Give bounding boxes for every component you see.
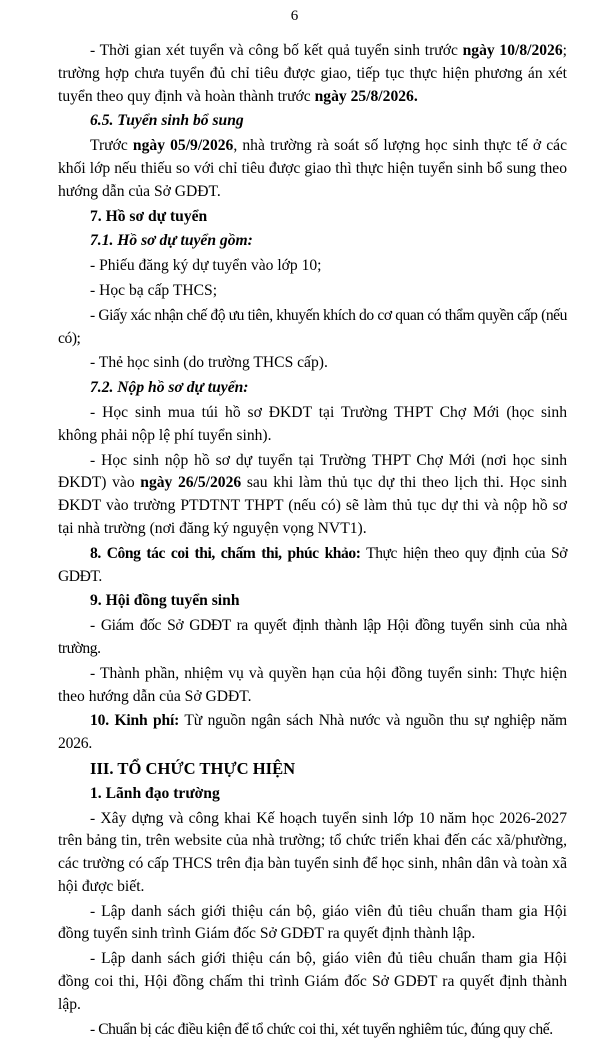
paragraph-section-10 <box>58 710 567 756</box>
paragraph-buy-dossier: - Học sinh mua túi hồ sơ ĐKDT tại Trường THPT Chợ Mới (học sinh không phải nộp lệ phí tuyển sinh). <box>58 403 567 444</box>
heading-III: III. TỔ CHỨC THỰC HIỆN <box>90 758 296 778</box>
paragraph-exam-council-list: - Lập danh sách giới thiệu cán bộ, giáo viên đủ tiêu chuẩn tham gia Hội đồng coi thi, Hội đồng chấm thi trình Giám đốc Sở GDĐT ra quyết định thành lập. <box>58 950 567 1013</box>
list-item: - Thẻ học sinh (do trường THCS cấp). <box>90 354 328 372</box>
text: , nhà trường rà soát số lượng học sinh thực tế ở các khối lớp nếu thiếu so với chỉ tiêu được giao thì thực hiện tuyển sinh bổ sung theo hướng dẫn của Sở GDĐT. <box>58 137 568 200</box>
text: Thực hiện theo quy định của Sở GDĐT. <box>58 544 567 585</box>
list-item: - Học bạ cấp THCS; <box>90 281 218 299</box>
heading-7-1: 7.1. Hồ sơ dự tuyển gồm: <box>90 232 253 250</box>
heading-6-5: 6.5. Tuyển sinh bổ sung <box>90 112 244 130</box>
heading-7: 7. Hồ sơ dự tuyển <box>90 207 208 225</box>
paragraph-admission-council-list: - Lập danh sách giới thiệu cán bộ, giáo viên đủ tiêu chuẩn tham gia Hội đồng tuyển sinh trình Giám đốc Sở GDĐT ra quyết định thành lập. <box>58 902 567 943</box>
paragraph-prepare-conditions: - Chuẩn bị các điều kiện để tổ chức coi thi, xét tuyển nghiêm túc, đúng quy chế. <box>90 1020 553 1038</box>
text: Trước <box>90 137 133 155</box>
paragraph-council-decision: - Giám đốc Sở GDĐT ra quyết định thành lập Hội đồng tuyển sinh của nhà trường. <box>58 617 567 657</box>
paragraph-result-timeline <box>58 40 567 108</box>
date-highlight: ngày 05/9/2026 <box>132 137 234 155</box>
heading-7-2: 7.2. Nộp hồ sơ dự tuyển: <box>90 379 249 397</box>
text: - Học sinh nộp hồ sơ dự tuyển tại Trường THPT Chợ Mới (nơi học sinh ĐKDT) vào <box>58 451 567 492</box>
paragraph-council-duties: - Thành phần, nhiệm vụ và quyền hạn của hội đồng tuyển sinh: Thực hiện theo hướng dẫn của Sở GDĐT. <box>58 664 567 705</box>
section-8-label: 8. Công tác coi thi, chấm thi, phúc khảo: <box>90 544 361 562</box>
list-item: - Giấy xác nhận chế độ ưu tiên, khuyến khích do cơ quan có thẩm quyền cấp (nếu có); <box>58 306 567 347</box>
heading-1: 1. Lãnh đạo trường <box>90 784 220 802</box>
list-item: - Phiếu đăng ký dự tuyển vào lớp 10; <box>90 257 322 275</box>
date-highlight: ngày 10/8/2026 <box>462 42 563 59</box>
date-highlight: ngày 26/5/2026 <box>140 474 242 492</box>
date-highlight: ngày 25/8/2026. <box>314 87 418 105</box>
paragraph-publish-plan: - Xây dựng và công khai Kế hoạch tuyển sinh lớp 10 năm học 2026-2027 trên bảng tin, trên website của nhà trường; tổ chức triển khai đến các xã/phường, các trường có cấp THCS trên địa bàn tuyển sinh để học sinh, nhân dân và toàn xã hội được biết. <box>58 809 567 895</box>
paragraph-supplementary <box>58 135 567 203</box>
text: - Thời gian xét tuyển và công bố kết quả tuyển sinh trước <box>90 42 463 59</box>
document-body <box>58 40 567 1043</box>
text: sau khi làm thủ tục dự thi theo lịch thi. Học sinh ĐKDT vào trường PTDTNT THPT (nếu có) sẽ làm thủ tục dự thi và nộp hồ sơ tại nhà trường (nơi đăng ký nguyện vọng NVT1). <box>58 474 567 537</box>
section-10-label: 10. Kinh phí: <box>90 712 180 730</box>
text: ; trường hợp chưa tuyển đủ chỉ tiêu được giao, tiếp tục thực hiện phương án xét tuyển theo quy định và hoàn thành trước <box>58 42 567 105</box>
paragraph-submit-dossier <box>58 450 567 541</box>
text: Từ nguồn ngân sách Nhà nước và nguồn thu sự nghiệp năm 2026. <box>58 712 567 753</box>
paragraph-section-8 <box>58 543 567 589</box>
heading-9: 9. Hội đồng tuyển sinh <box>90 592 240 610</box>
page-number: 6 <box>290 8 299 24</box>
